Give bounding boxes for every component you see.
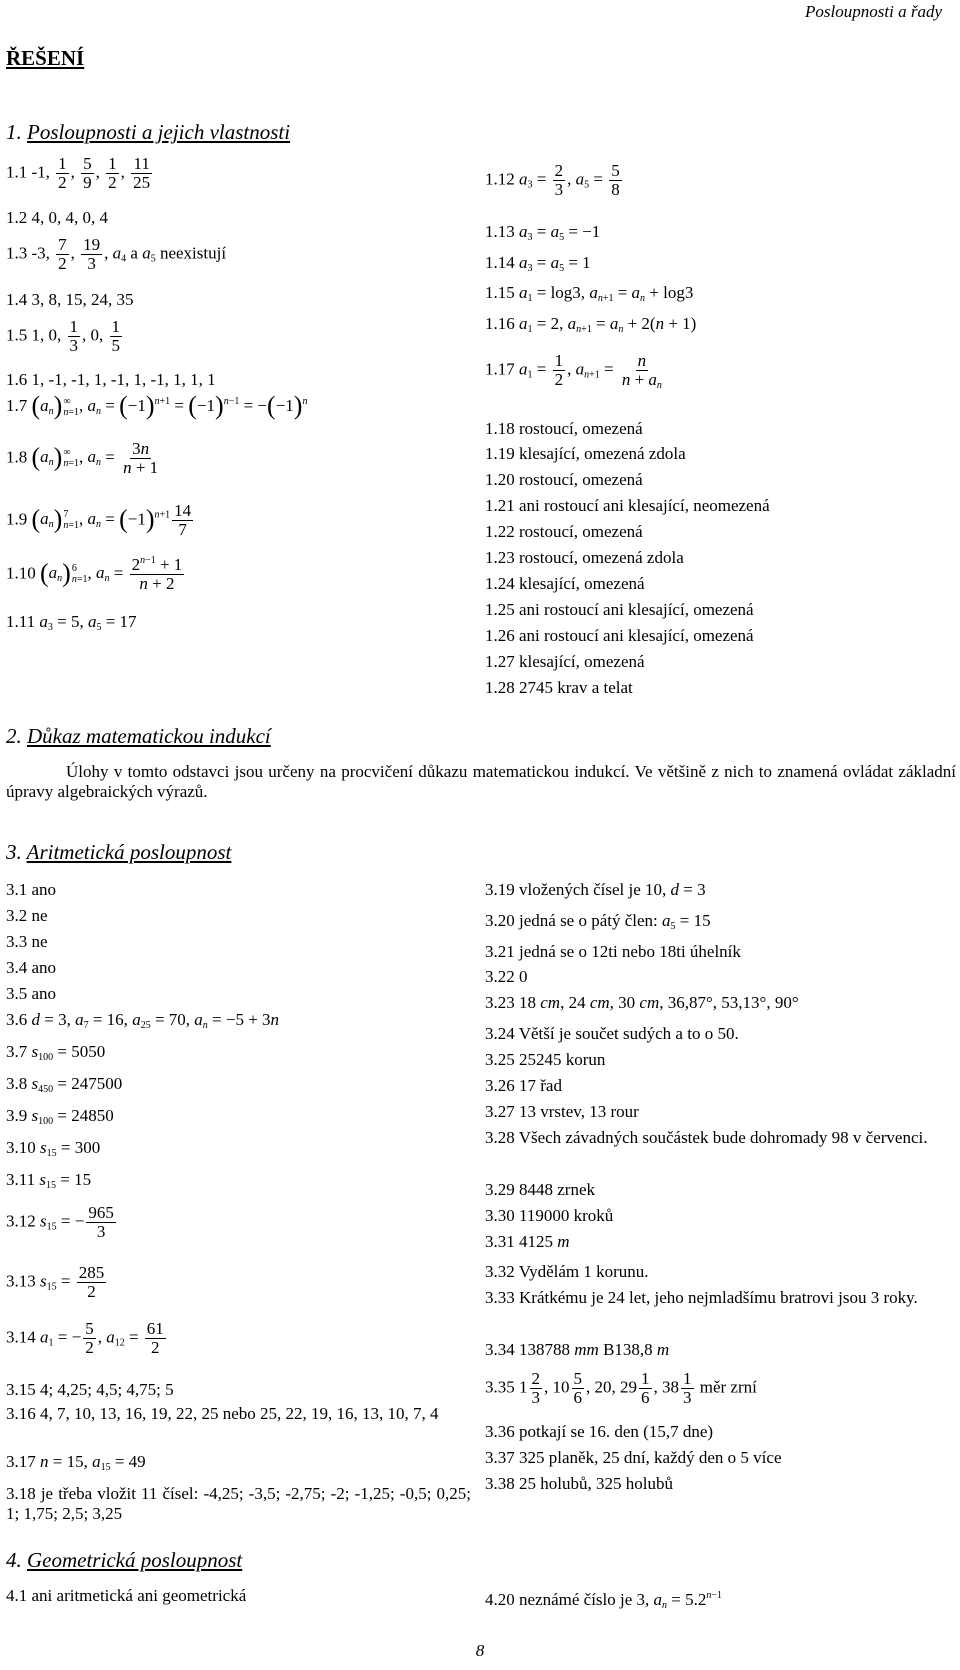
answer-1-13: 1.13 $a_3 = a_5 = -1$ <box>485 222 601 243</box>
answer-1-24: 1.24 klesající, omezená <box>485 574 645 593</box>
answer-3-10: 3.10 $s_{15} = 300$ <box>6 1138 101 1159</box>
answer-1-11: 1.11 $a_3 = 5$, $a_5 = 17$ <box>6 612 137 633</box>
section-2-text: Úlohy v tomto odstavci jsou určeny na procvičení důkazu matematickou indukcí. Ve většině z nich to znamená ovládat základní úpravy algebraických výrazů. <box>6 762 956 802</box>
answer-3-30: 3.30 119000 kroků <box>485 1206 614 1225</box>
answer-3-21: 3.21 jedná se o 12ti nebo 18ti úhelník <box>485 942 741 961</box>
answer-1-16: 1.16 $a_1 = 2$, $a_{n+1} = a_n + 2(n + 1)$ <box>485 314 697 335</box>
answer-4-20: 4.20 neznámé číslo je 3, $a_n = 5.2^{n-1}$ <box>485 1590 723 1611</box>
answer-3-18: 3.18 je třeba vložit 11 čísel: -4,25; -3,5; -2,75; -2; -1,25; -0,5; 0,25; 1; 1,75; 2,5; 3,25 <box>6 1484 471 1524</box>
answer-3-16: 3.16 4, 7, 10, 13, 16, 19, 22, 25 nebo 25, 22, 19, 16, 13, 10, 7, 4 <box>6 1404 439 1423</box>
answer-3-6: 3.6 d = 3, $a_7 = 16$, $a_{25} = 70$, $a_n = -5 + 3n$ <box>6 1010 280 1031</box>
answer-1-6: 1.6 1, -1, -1, 1, -1, 1, -1, 1, 1, 1 <box>6 370 216 389</box>
answer-3-38: 3.38 25 holubů, 325 holubů <box>485 1474 673 1493</box>
answer-1-23: 1.23 rostoucí, omezená zdola <box>485 548 684 567</box>
answer-1-18: 1.18 rostoucí, omezená <box>485 419 643 438</box>
answer-3-5: 3.5 ano <box>6 984 57 1003</box>
answer-3-1: 3.1 ano <box>6 880 57 899</box>
section-4-heading: 4. Geometrická posloupnost <box>6 1548 243 1572</box>
answer-3-9: 3.9 $s_{100} = 24850$ <box>6 1106 114 1127</box>
answer-3-22: 3.22 0 <box>485 967 528 986</box>
answer-3-8: 3.8 $s_{450} = 247500$ <box>6 1074 123 1095</box>
answer-3-12: 3.12 $s_{15}$ = − $\frac{965}{3}$ <box>6 1203 114 1241</box>
answer-1-21: 1.21 ani rostoucí ani klesající, neomezená <box>485 496 770 515</box>
running-header: Posloupnosti a řady <box>805 2 942 21</box>
page-title: ŘEŠENÍ <box>6 46 85 70</box>
answer-1-27: 1.27 klesající, omezená <box>485 652 645 671</box>
answer-3-32: 3.32 Vydělám 1 korunu. <box>485 1262 649 1281</box>
answer-3-37: 3.37 325 planěk, 25 dní, každý den o 5 více <box>485 1448 782 1467</box>
answer-1-5: 1.5 1, 0, $\frac{1}{3}$ , 0, $\frac{1}{5}$ <box>6 317 120 355</box>
answer-3-35: 3.35 1 $\frac{2}{3}$ , 10 $\frac{5}{6}$ , 20, 29 $\frac{1}{6}$ , 38 $\frac{1}{3}$ měr zrní <box>485 1369 757 1407</box>
answer-3-14: 3.14 $a_1$ = − $\frac{5}{2}$ , $a_{12}$ = $\frac{61}{2}$ <box>6 1319 164 1357</box>
answer-3-23: 3.23 18 cm, 24 cm, 30 cm, 36,87°, 53,13°, 90° <box>485 993 799 1012</box>
answer-1-26: 1.26 ani rostoucí ani klesající, omezená <box>485 626 754 645</box>
answer-1-15: 1.15 $a_1 = \log 3$, $a_{n+1} = a_n + \log 3$ <box>485 283 694 304</box>
answer-1-12: 1.12 $a_3$ = $\frac{2}{3}$ , $a_5$ = $\frac{5}{8}$ <box>485 161 620 199</box>
answer-1-14: 1.14 $a_3 = a_5 = 1$ <box>485 253 591 274</box>
answer-1-28: 1.28 2745 krav a telat <box>485 678 633 697</box>
answer-3-28: 3.28 Všech závadných součástek bude dohromady 98 v červenci. <box>485 1128 928 1147</box>
section-2-heading: 2. Důkaz matematickou indukcí <box>6 724 271 748</box>
answer-3-17: 3.17 n = 15, $a_{15} = 49$ <box>6 1452 146 1473</box>
answer-1-8: 1.8 $(a_n)$ ∞ n=1 , $a_n$ = $\frac{3n}{n + 1}$ <box>6 439 159 477</box>
answer-3-33: 3.33 Krátkému je 24 let, jeho nejmladšímu bratrovi jsou 3 roky. <box>485 1288 918 1307</box>
section-1-heading: 1. Posloupnosti a jejich vlastnosti <box>6 120 291 144</box>
answer-4-1: 4.1 ani aritmetická ani geometrická <box>6 1586 247 1605</box>
answer-3-13: 3.13 $s_{15}$ = $\frac{285}{2}$ <box>6 1263 105 1301</box>
answer-1-20: 1.20 rostoucí, omezená <box>485 470 643 489</box>
answer-1-22: 1.22 rostoucí, omezená <box>485 522 643 541</box>
answer-1-1: 1.1 -1, $\frac{1}{2}$ , $\frac{5}{9}$ , $\frac{1}{2}$ , $\frac{11}{25}$ <box>6 154 151 192</box>
answer-3-4: 3.4 ano <box>6 958 57 977</box>
answer-1-10: 1.10 $(a_n)$ 6 n=1 , $a_n$ = $\frac{2^{n-1} + 1}{n + 2}$ <box>6 555 183 593</box>
answer-3-26: 3.26 17 řad <box>485 1076 562 1095</box>
answer-3-3: 3.3 ne <box>6 932 48 951</box>
answer-1-25: 1.25 ani rostoucí ani klesající, omezená <box>485 600 754 619</box>
answer-1-2: 1.2 4, 0, 4, 0, 4 <box>6 208 108 227</box>
answer-1-3: 1.3 -3, $\frac{7}{2}$ , $\frac{19}{3}$ , $a_4$ a $a_5$ neexistují <box>6 235 227 273</box>
answer-3-36: 3.36 potkají se 16. den (15,7 dne) <box>485 1422 714 1441</box>
answer-3-24: 3.24 Větší je součet sudých a to o 50. <box>485 1024 739 1043</box>
answer-3-25: 3.25 25245 korun <box>485 1050 606 1069</box>
answer-3-20: 3.20 jedná se o pátý člen: $a_5 = 15$ <box>485 911 711 932</box>
answer-3-31: 3.31 4125 m <box>485 1232 570 1251</box>
answer-3-2: 3.2 ne <box>6 906 48 925</box>
answer-3-11: 3.11 $s_{15} = 15$ <box>6 1170 92 1191</box>
answer-1-7: 1.7 $(a_n)$ ∞ n=1 , $a_n = (-1)^{n+1} = (-1)^{n-1} = -(-1)^n$ <box>6 391 308 420</box>
answer-1-17: 1.17 $a_1$ = $\frac{1}{2}$ , $a_{n+1}$ = $\frac{n}{n + a_n}$ <box>485 351 662 391</box>
answer-3-19: 3.19 vložených čísel je 10, d = 3 <box>485 880 706 899</box>
section-3-heading: 3. Aritmetická posloupnost <box>6 840 232 864</box>
answer-3-27: 3.27 13 vrstev, 13 rour <box>485 1102 639 1121</box>
answer-3-15: 3.15 4; 4,25; 4,5; 4,75; 5 <box>6 1380 174 1399</box>
answer-1-19: 1.19 klesající, omezená zdola <box>485 444 686 463</box>
answer-1-9: 1.9 $(a_n)$ 7 n=1 , $a_n = (-1)^{n+1}$ $\frac{14}{7}$ <box>6 501 192 539</box>
answer-3-7: 3.7 $s_{100} = 5050$ <box>6 1042 106 1063</box>
answer-3-29: 3.29 8448 zrnek <box>485 1180 596 1199</box>
page-number: 8 <box>475 1641 485 1660</box>
answer-1-4: 1.4 3, 8, 15, 24, 35 <box>6 290 134 309</box>
answer-3-34: 3.34 138788 mm B138,8 m <box>485 1340 670 1359</box>
